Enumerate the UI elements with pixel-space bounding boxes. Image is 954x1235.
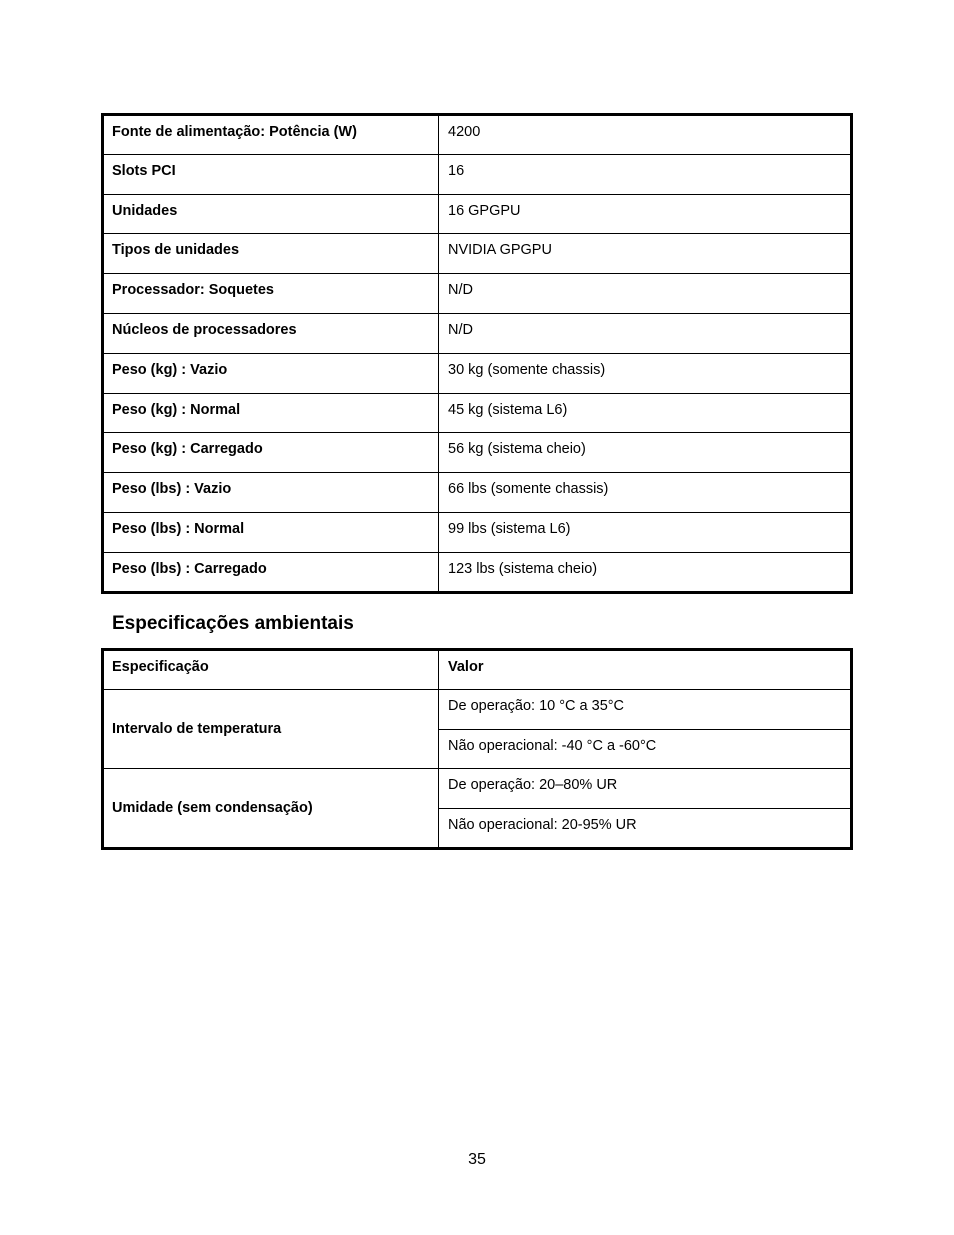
spec-label: Peso (kg) : Normal [103, 393, 439, 433]
table-row [103, 115, 852, 155]
table-header-row [103, 650, 852, 690]
table-row [103, 313, 852, 353]
spec-value: 123 lbs (sistema cheio) [439, 552, 852, 592]
spec-value: 16 GPGPU [439, 194, 852, 234]
environmental-specs-table [101, 648, 853, 850]
spec-value: 56 kg (sistema cheio) [439, 433, 852, 473]
page-number: 35 [468, 1151, 486, 1168]
spec-label: Tipos de unidades [103, 234, 439, 274]
spec-label: Peso (lbs) : Vazio [103, 473, 439, 513]
spec-label: Núcleos de processadores [103, 313, 439, 353]
spec-label: Processador: Soquetes [103, 274, 439, 314]
spec-value: 66 lbs (somente chassis) [439, 473, 852, 513]
spec-label: Peso (lbs) : Normal [103, 512, 439, 552]
column-header-spec: Especificação [103, 650, 439, 690]
table-row [103, 393, 852, 433]
table-row [103, 353, 852, 393]
spec-label: Slots PCI [103, 154, 439, 194]
spec-label: Unidades [103, 194, 439, 234]
spec-label: Peso (kg) : Vazio [103, 353, 439, 393]
humidity-non-operating: Não operacional: 20-95% UR [439, 809, 852, 849]
table-row [103, 274, 852, 314]
spec-value: N/D [439, 274, 852, 314]
table-row [103, 473, 852, 513]
spec-value: 99 lbs (sistema L6) [439, 512, 852, 552]
spec-value: 4200 [439, 115, 852, 155]
table-row [103, 433, 852, 473]
table-row [103, 552, 852, 592]
spec-label: Fonte de alimentação: Potência (W) [103, 115, 439, 155]
humidity-operating: De operação: 20–80% UR [439, 769, 852, 809]
spec-value: NVIDIA GPGPU [439, 234, 852, 274]
table-row [103, 769, 852, 809]
system-specs-table [101, 113, 853, 594]
table-row [103, 194, 852, 234]
section-title: Especificações ambientais [112, 613, 354, 634]
temperature-operating: De operação: 10 °C a 35°C [439, 689, 852, 729]
spec-value: 16 [439, 154, 852, 194]
spec-label: Peso (lbs) : Carregado [103, 552, 439, 592]
spec-value: N/D [439, 313, 852, 353]
temperature-non-operating: Não operacional: -40 °C a -60°C [439, 729, 852, 769]
column-header-value: Valor [439, 650, 852, 690]
table-row [103, 234, 852, 274]
spec-label: Peso (kg) : Carregado [103, 433, 439, 473]
table-row [103, 154, 852, 194]
spec-value: 30 kg (somente chassis) [439, 353, 852, 393]
table-row [103, 689, 852, 729]
humidity-label: Umidade (sem condensação) [103, 769, 439, 849]
table-row [103, 512, 852, 552]
temperature-label: Intervalo de temperatura [103, 689, 439, 769]
spec-value: 45 kg (sistema L6) [439, 393, 852, 433]
